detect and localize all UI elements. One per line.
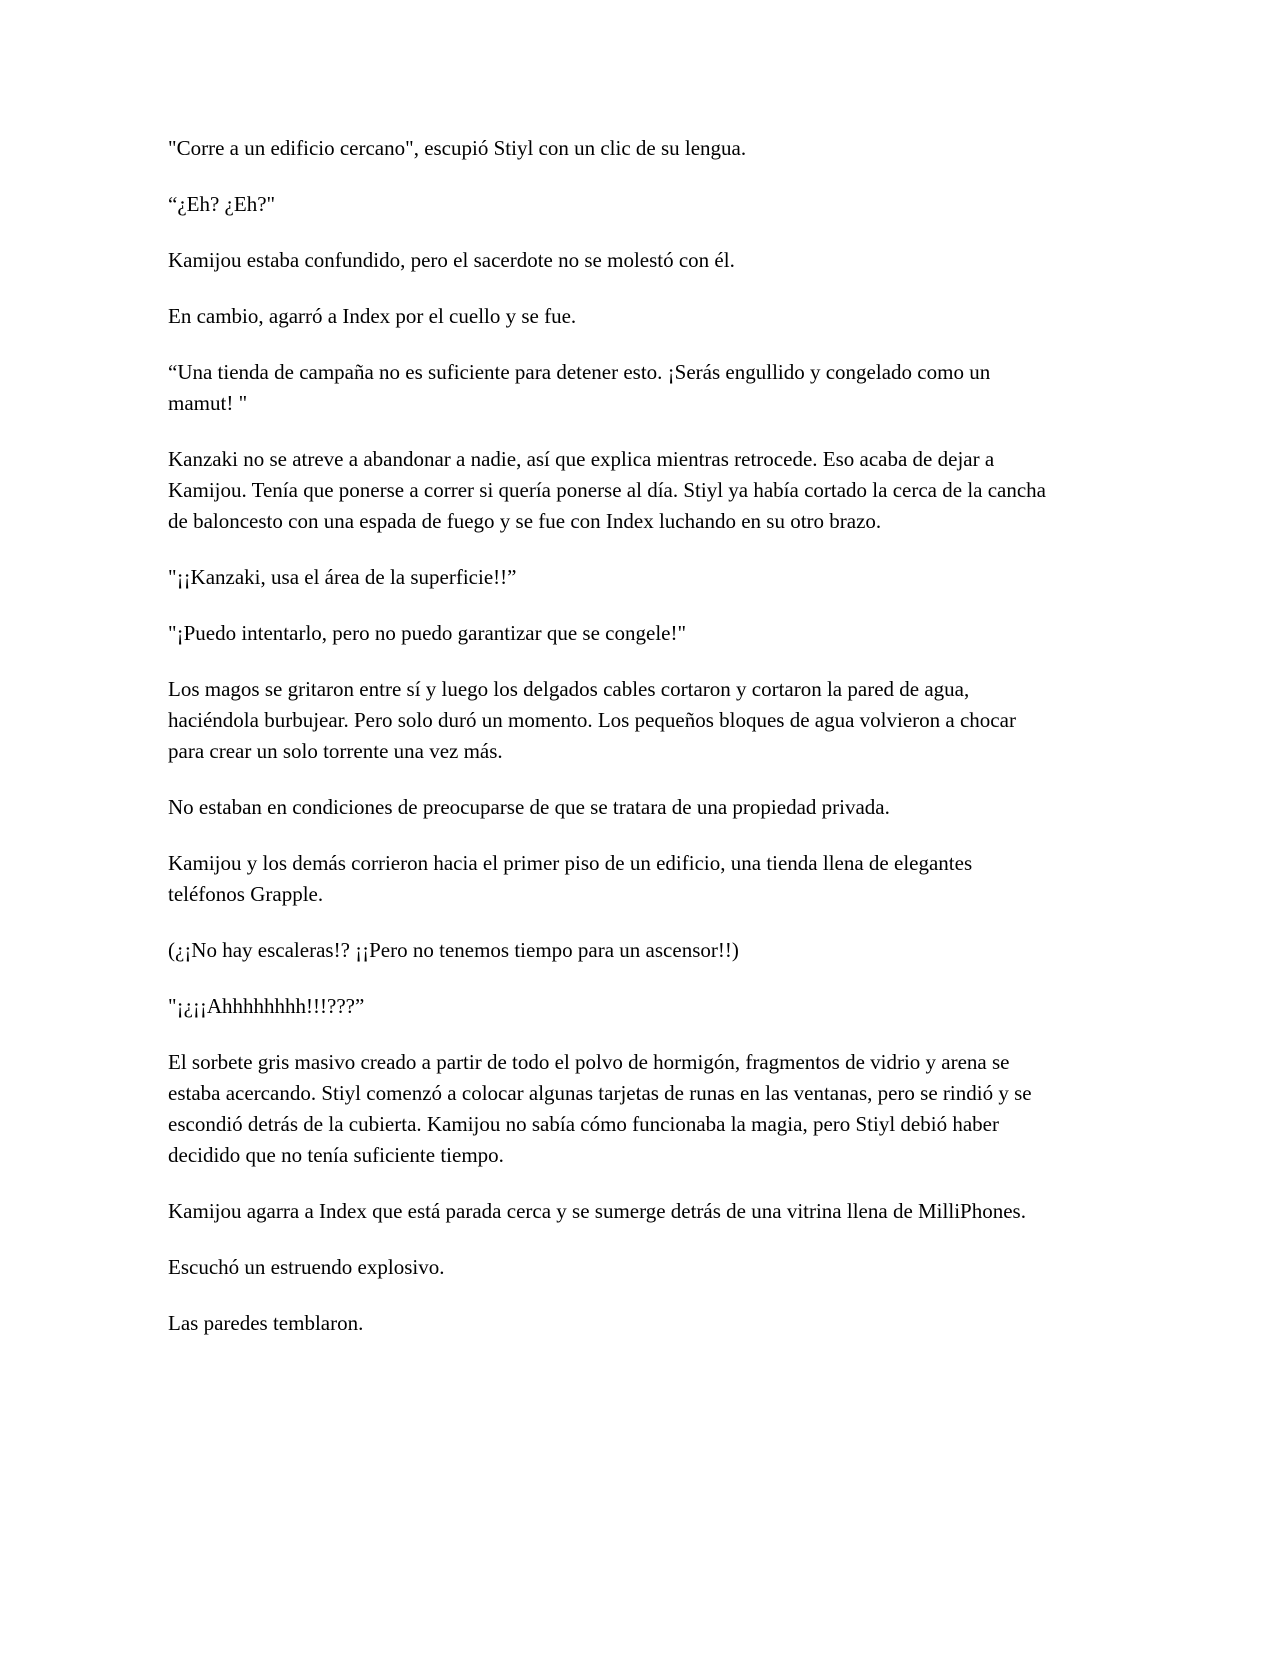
paragraph: "¡¡Kanzaki, usa el área de la superficie!!” [168,565,517,589]
paragraph: (¿¡No hay escaleras!? ¡¡Pero no tenemos tiempo para un ascensor!!) [168,938,739,962]
paragraph: “Una tienda de campaña no es suficiente para detener esto. ¡Serás engullido y congelado como un mamut! " [168,360,991,415]
paragraph: "¡¿¡¡Ahhhhhhhh!!!???” [168,994,365,1018]
paragraph: No estaban en condiciones de preocuparse de que se tratara de una propiedad privada. [168,795,890,819]
paragraph: El sorbete gris masivo creado a partir de todo el polvo de hormigón, fragmentos de vidrio y arena se estaba acercando. Stiyl comenzó a colocar algunas tarjetas de runas en las ventanas, pero se rindió y se escondió detrás de la cubierta. Kamijou no sabía cómo funcionaba la magia, pero Stiyl debió haber decidido que no tenía suficiente tiempo. [168,1050,1032,1167]
paragraph: Kanzaki no se atreve a abandonar a nadie, así que explica mientras retrocede. Eso acaba de dejar a Kamijou. Tenía que ponerse a correr si quería ponerse al día. Stiyl ya había cortado la cerca de la cancha de baloncesto con una espada de fuego y se fue con Index luchando en su otro brazo. [168,447,1047,533]
paragraph: "¡Puedo intentarlo, pero no puedo garantizar que se congele!" [168,621,687,645]
paragraph: En cambio, agarró a Index por el cuello y se fue. [168,304,577,328]
paragraph: Kamijou agarra a Index que está parada cerca y se sumerge detrás de una vitrina llena de MilliPhones. [168,1199,1026,1223]
paragraph: "Corre a un edificio cercano", escupió Stiyl con un clic de su lengua. [168,136,747,160]
paragraph: Kamijou y los demás corrieron hacia el primer piso de un edificio, una tienda llena de elegantes teléfonos Grapple. [168,851,973,906]
paragraph: Los magos se gritaron entre sí y luego los delgados cables cortaron y cortaron la pared de agua, haciéndola burbujear. Pero solo duró un momento. Los pequeños bloques de agua volvieron a chocar para crear un solo torrente una vez más. [168,677,1016,763]
paragraph: Las paredes temblaron. [168,1311,364,1335]
paragraph: Kamijou estaba confundido, pero el sacerdote no se molestó con él. [168,248,735,272]
paragraph: Escuchó un estruendo explosivo. [168,1255,445,1279]
paragraph: “¿Eh? ¿Eh?" [168,192,276,216]
